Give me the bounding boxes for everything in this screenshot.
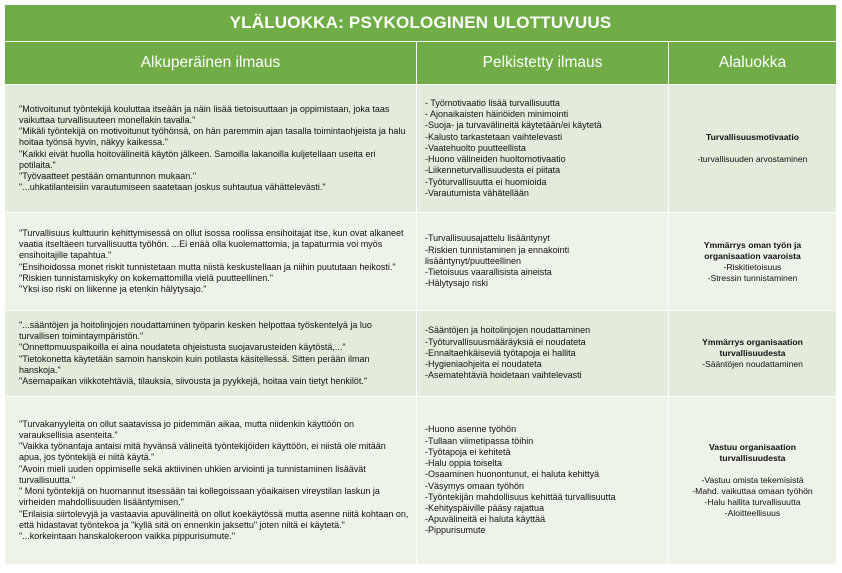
quote: "Vaikka työnantaja antaisi mitä hyvänsä välineitä työntekijöiden käyttöön, ei niistä ole mitään apua, jos työntekijä ei niitä käytä." (19, 441, 386, 463)
simplified-item: -Asematehtäviä hoidetaan vaihtelevasti (425, 370, 582, 381)
header-original-expression: Alkuperäinen ilmaus (5, 42, 417, 85)
subcategory-title: Ymmärrys oman työn ja organisaation vaaroista (703, 239, 802, 261)
quote: "...korkeintaan hanskalokeroon vaikka pippurisumute." (19, 530, 236, 541)
quote: "Yksi iso riski on liikenne ja etenkin hälytysajo." (19, 283, 207, 294)
simplified-item: -Suoja- ja turvavälineitä käytetään/ei käytetä (425, 120, 602, 131)
simplified-item: -Työturvallisuutta ei huomioida (425, 176, 547, 187)
quote: "...uhkatilanteisiin varautumiseen saatetaan joskus suhtautua vähättelevästi." (19, 182, 326, 193)
quote: "Kaikki eivät huolla hoitovälineitä käytön jälkeen. Samoilla lakanoilla kuljetellaan useita eri potilaita." (19, 148, 376, 170)
subcategory-item: -Vastuu omista tekemisistä (701, 475, 804, 485)
simplified-item: - Ajonaikaisten häiriöiden minimointi (425, 109, 569, 120)
quote: "Riskien tunnistamiskyky on kokemattomilla vielä puutteellinen." (19, 272, 274, 283)
simplified-item: -Apuvälineitä ei haluta käyttää (425, 514, 546, 525)
simplified-cell (417, 213, 669, 311)
simplified-item: -Vaatehuolto puutteellista (425, 142, 526, 153)
quote: "Tietokonetta käytetään samoin hanskoin kuin potilasta käsitellessä. Sitten perään ilman hanskoja." (19, 353, 370, 375)
simplified-cell (417, 85, 669, 213)
quote: "Turvakanyyleita on ollut saatavissa jo pidemmän aikaa, mutta niidenkin käyttöön on varauksellisia asenteita." (19, 418, 355, 441)
simplified-item: -Huono välineiden huoltomotivaatio (425, 154, 566, 165)
quote: "Mikäli työntekijä on motivoitunut työhönsä, on hän paremmin ajan tasalla toimintaohjeista ja halu hoitaa työnsä hyvin, näkyy kaikessa." (19, 126, 406, 148)
simplified-item: -Työtapoja ei kehitetä (425, 446, 511, 457)
table-row (5, 85, 837, 213)
header-simplified-expression: Pelkistetty ilmaus (417, 42, 669, 85)
simplified-item: -Pippurisumute (425, 525, 486, 536)
simplified-item: -Tullaan viimetipassa töihin (425, 435, 534, 446)
subcategory-item: -turvallisuuden arvostaminen (697, 154, 808, 164)
simplified-item: -Turvallisuusajattelu lisääntynyt (425, 233, 550, 244)
simplified-item: -Tietoisuus vaarallisista aineista (425, 267, 552, 278)
simplified-cell (417, 397, 669, 565)
simplified-item: -Kehityspäiville pääsy rajattua (425, 502, 545, 513)
quote: "Avoin mieli uuden oppimiselle sekä aktiivinen uhkien arviointi ja tunnistaminen lisäävät turvallisuutta." (19, 463, 366, 485)
simplified-item: -Halu oppia toiselta (425, 458, 503, 469)
quote: "Asemapaikan viikkotehtäviä, tilauksia, siivousta ja pyykkejä, hoitaa vain tietyt henkilöt." (19, 375, 368, 386)
subcategory-cell (669, 397, 837, 565)
table-row (5, 311, 837, 397)
simplified-item: -Osaaminen huonontunut, ei haluta kehittyä (425, 469, 600, 480)
simplified-item: -Kalusto tarkastetaan vaihtelevasti (425, 131, 563, 142)
simplified-item: -Työturvallisuusmääräyksiä ei noudateta (425, 336, 586, 347)
simplified-item: -Varautumista vähätellään (425, 187, 529, 198)
quotes-cell (5, 311, 417, 397)
findings-table (4, 4, 837, 565)
simplified-item: -Riskien tunnistaminen ja ennakointi lisääntynyt/puutteellinen (425, 244, 570, 266)
findings-table-container (4, 4, 836, 565)
subcategory-item: -Sääntöjen noudattaminen (702, 359, 803, 369)
quotes-cell (5, 85, 417, 213)
table-title: YLÄLUOKKA: PSYKOLOGINEN ULOTTUVUUS (5, 5, 837, 42)
simplified-item: -Hälytysajo riski (425, 278, 489, 289)
quote: "Turvallisuus kulttuurin kehittymisessä on ollut isossa roolissa ensihoitajat itse, kun ovat alkaneet vaatia itseltäeen turvallisuutta työhön. ...Ei enää olla kuolemattomia, ja tapaturmia voi myös ensihoitajille tapahtua." (19, 227, 404, 261)
quote: "...sääntöjen ja hoitolinjojen noudattaminen työparin kesken helpottaa työskentelyä ja luo turvallisen toimintaympäristön." (19, 319, 372, 342)
subcategory-item: -Stressin tunnistaminen (707, 272, 798, 283)
simplified-item: - Työmotivaatio lisää turvallisuutta (425, 98, 560, 109)
quote: "Ensihoidossa monet riskit tunnistetaan mutta niistä keskustellaan ja niihin puututaan heikosti." (19, 261, 396, 272)
simplified-item: -Sääntöjen ja hoitolinjojen noudattaminen (425, 325, 591, 336)
subcategory-item: -Halu hallita turvallisuutta (704, 497, 801, 507)
simplified-item: -Työntekijän mahdollisuus kehittää turvallisuutta (425, 491, 616, 502)
quotes-cell (5, 397, 417, 565)
quotes-cell (5, 213, 417, 311)
subcategory-cell (669, 213, 837, 311)
simplified-item: -Väsymys omaan työhön (425, 480, 525, 491)
subcategory-item: -Riskitietoisuus (723, 261, 782, 272)
simplified-item: -Hygieniaohjeita ei noudateta (425, 359, 542, 370)
quote: "Työvaatteet pestään omantunnon mukaan." (19, 170, 197, 181)
subcategory-title: Vastuu organisaation turvallisuudesta (709, 442, 796, 463)
quote: "Motivoitunut työntekijä kouluttaa itseään ja näin lisää tietoisuuttaan ja oppimistaan, joka taas vaikuttaa turvallisuuteen monellakin tavalla." (19, 103, 390, 125)
quote: "Onnettomuuspaikoilla ei aina noudateta ohjeistusta suojavarusteiden käytöstä,..." (19, 342, 346, 353)
quote: " Moni työntekijä on huomannut itsessään tai kollegoissaan yöaikaisen vireystilan laskun ja virheiden mahdollisuuden lisääntymisen." (19, 486, 380, 508)
header-subcategory: Alaluokka (669, 42, 837, 85)
simplified-item: -Huono asenne työhön (425, 424, 517, 435)
subcategory-cell (669, 85, 837, 213)
subcategory-item: -Mahd. vaikuttaa omaan työhön (692, 486, 813, 496)
simplified-item: -Liikenneturvallisuudesta ei piitata (425, 165, 561, 176)
subcategory-title: Turvallisuusmotivaatio (706, 132, 799, 142)
table-row (5, 213, 837, 311)
simplified-item: -Ennaltaehkäiseviä työtapoja ei hallita (425, 347, 576, 358)
subcategory-item: -Aloitteellisuus (724, 508, 781, 518)
simplified-cell (417, 311, 669, 397)
subcategory-cell (669, 311, 837, 397)
quote: "Erilaisia siirtolevyjä ja vastaavia apuvälineitä on ollut koekäytössä mutta asenne niitä kohtaan on, että hidastavat työntekoa ja "kyllä sitä on ennenkin jaksettu" joten niitä ei käytetä." (19, 508, 409, 530)
subcategory-title: Ymmärrys organisaation turvallisuudesta (702, 337, 803, 358)
table-row (5, 397, 837, 565)
